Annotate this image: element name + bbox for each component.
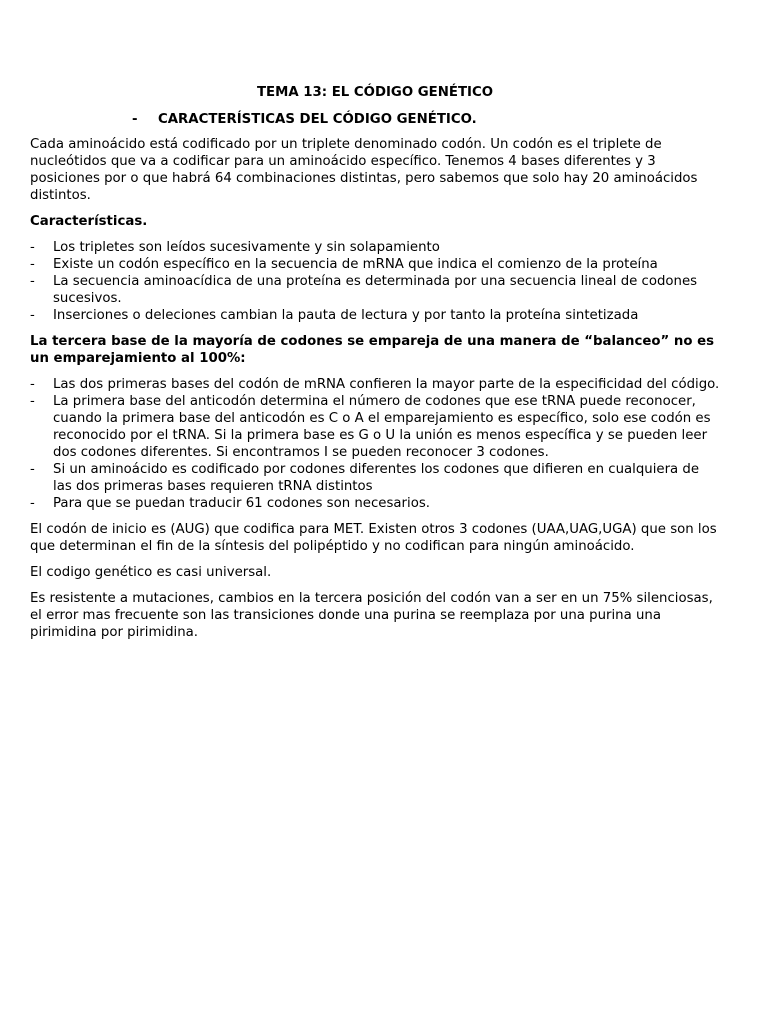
characteristics-heading: Características.: [30, 214, 148, 229]
list-dash: -: [30, 274, 35, 289]
universal-code-paragraph: El codigo genético es casi universal.: [30, 565, 272, 580]
list-item-text: Existe un codón específico en la secuencia de mRNA que indica el comienzo de la proteína: [53, 257, 658, 272]
list-dash: -: [30, 462, 35, 477]
list-item: [30, 461, 720, 495]
wobble-list: [30, 376, 720, 512]
intro-paragraph: Cada aminoácido está codificado por un triplete denominado codón. Un codón es el triplete de nucleótidos que va a codificar para un aminoácido específico. Tenemos 4 bases diferentes y 3 posiciones por o que habrá 64 combinaciones distintas, pero sabemos que solo hay 20 aminoácidos distintos.: [30, 137, 698, 203]
list-item: [30, 256, 720, 273]
list-dash: -: [30, 240, 35, 255]
list-item-text: La primera base del anticodón determina el número de codones que ese tRNA puede reconocer, cuando la primera base del anticodón es C o A el emparejamiento es específico, solo ese codón es reconocido por el tRNA. Si la primera base es G o U la unión es menos específica y se pueden leer dos codones diferentes. Si encontramos I se pueden reconocer 3 codones.: [53, 394, 711, 460]
subtitle-dash: -: [132, 112, 138, 127]
list-dash: -: [30, 308, 35, 323]
wobble-heading: La tercera base de la mayoría de codones se empareja de una manera de “balanceo” no es un emparejamiento al 100%:: [30, 334, 715, 366]
list-item-text: Para que se puedan traducir 61 codones son necesarios.: [53, 496, 430, 511]
list-dash: -: [30, 377, 35, 392]
list-item: [30, 307, 720, 324]
mutation-resistance-paragraph: Es resistente a mutaciones, cambios en la tercera posición del codón van a ser en un 75% silenciosas, el error mas frecuente son las transiciones donde una purina se reemplaza por una purina una pirimidina por pirimidina.: [30, 591, 713, 640]
list-item-text: Las dos primeras bases del codón de mRNA confieren la mayor parte de la especificidad del código.: [53, 377, 720, 392]
list-dash: -: [30, 257, 35, 272]
characteristics-list: [30, 239, 720, 324]
document-title: TEMA 13: EL CÓDIGO GENÉTICO: [256, 85, 494, 100]
list-item: [30, 273, 720, 307]
section-subtitle: [30, 111, 720, 128]
list-item: [30, 376, 720, 393]
list-dash: -: [30, 394, 35, 409]
subtitle-text: CARACTERÍSTICAS DEL CÓDIGO GENÉTICO.: [158, 112, 477, 127]
list-item-text: Inserciones o deleciones cambian la pauta de lectura y por tanto la proteína sintetizada: [53, 308, 639, 323]
start-stop-codon-paragraph: El codón de inicio es (AUG) que codifica para MET. Existen otros 3 codones (UAA,UAG,UGA) que son los que determinan el fin de la síntesis del polipéptido y no codifican para ningún aminoácido.: [30, 522, 717, 554]
list-item-text: Si un aminoácido es codificado por codones diferentes los codones que difieren en cualquiera de las dos primeras bases requieren tRNA distintos: [53, 462, 700, 494]
list-item: [30, 393, 720, 461]
list-item-text: Los tripletes son leídos sucesivamente y sin solapamiento: [53, 240, 440, 255]
document-page: [30, 84, 720, 650]
list-item: [30, 239, 720, 256]
list-item: [30, 495, 720, 512]
list-dash: -: [30, 496, 35, 511]
list-item-text: La secuencia aminoacídica de una proteína es determinada por una secuencia lineal de codones sucesivos.: [53, 274, 698, 306]
